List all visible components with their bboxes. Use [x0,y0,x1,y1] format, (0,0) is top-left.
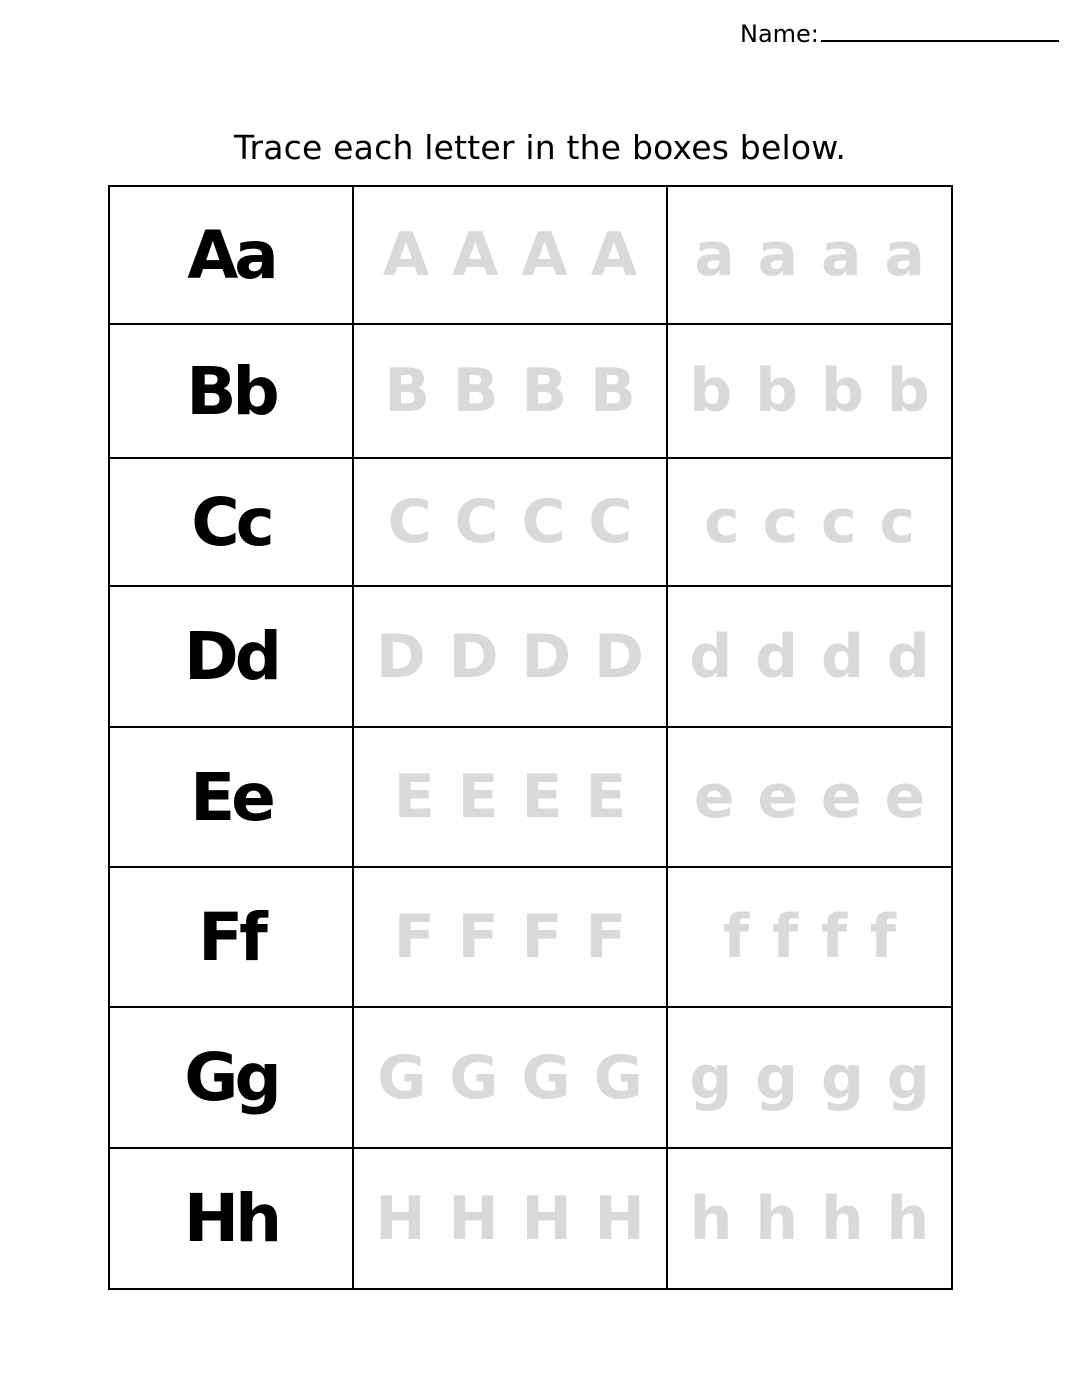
uppercase-trace-cell [353,458,667,586]
table-row [109,186,952,324]
letter-pair-cell [109,458,353,586]
uppercase-trace-cell [353,727,667,867]
uppercase-trace-letters: B B B B [384,356,636,426]
lowercase-trace-letters: a a a a [694,220,925,290]
uppercase-trace-cell [353,186,667,324]
uppercase-trace-cell [353,1148,667,1289]
letter-pair: Gg [184,1039,278,1116]
letter-pair: Ff [198,898,264,976]
lowercase-trace-letters: h h h h [689,1183,930,1254]
uppercase-trace-letters: A A A A [382,220,638,290]
lowercase-trace-letters: e e e e [693,762,926,832]
uppercase-trace-letters: G G G G [377,1042,643,1113]
letter-pair: Hh [183,1180,279,1257]
uppercase-trace-cell [353,586,667,727]
letter-pair-cell [109,586,353,727]
uppercase-trace-cell [353,867,667,1007]
uppercase-trace-letters: E E E E [393,762,627,832]
letter-pair: Bb [186,352,276,430]
name-underline [821,18,1059,42]
table-row [109,586,952,727]
table-row [109,1148,952,1289]
name-label: Name: [740,20,819,48]
uppercase-trace-cell [353,324,667,458]
lowercase-trace-cell [667,186,952,324]
lowercase-trace-letters: c c c c [704,487,915,557]
lowercase-trace-cell [667,586,952,727]
lowercase-trace-letters: f f f f [722,902,897,972]
letter-pair-cell [109,867,353,1007]
table-row [109,324,952,458]
uppercase-trace-letters: C C C C [387,487,633,557]
table-row [109,727,952,867]
uppercase-trace-letters: D D D D [376,621,644,692]
letter-pair: Dd [183,618,279,695]
letter-pair: Ee [190,758,272,836]
instructions-heading: Trace each letter in the boxes below. [233,128,847,167]
uppercase-trace-letters: H H H H [375,1183,645,1254]
lowercase-trace-cell [667,324,952,458]
lowercase-trace-cell [667,727,952,867]
name-field [740,18,1059,50]
letter-pair: Aa [187,216,275,294]
table-row [109,458,952,586]
lowercase-trace-letters: g g g g [689,1042,930,1113]
uppercase-trace-cell [353,1007,667,1148]
lowercase-trace-letters: d d d d [689,621,930,692]
letter-tracing-table [108,185,953,1290]
letter-pair: Cc [191,483,271,561]
lowercase-trace-cell [667,1148,952,1289]
table-row [109,1007,952,1148]
lowercase-trace-cell [667,1007,952,1148]
lowercase-trace-letters: b b b b [689,356,930,426]
letter-pair-cell [109,727,353,867]
lowercase-trace-cell [667,867,952,1007]
lowercase-trace-cell [667,458,952,586]
letter-pair-cell [109,324,353,458]
uppercase-trace-letters: F F F F [393,902,627,972]
letter-pair-cell [109,186,353,324]
letter-pair-cell [109,1148,353,1289]
letter-pair-cell [109,1007,353,1148]
table-row [109,867,952,1007]
